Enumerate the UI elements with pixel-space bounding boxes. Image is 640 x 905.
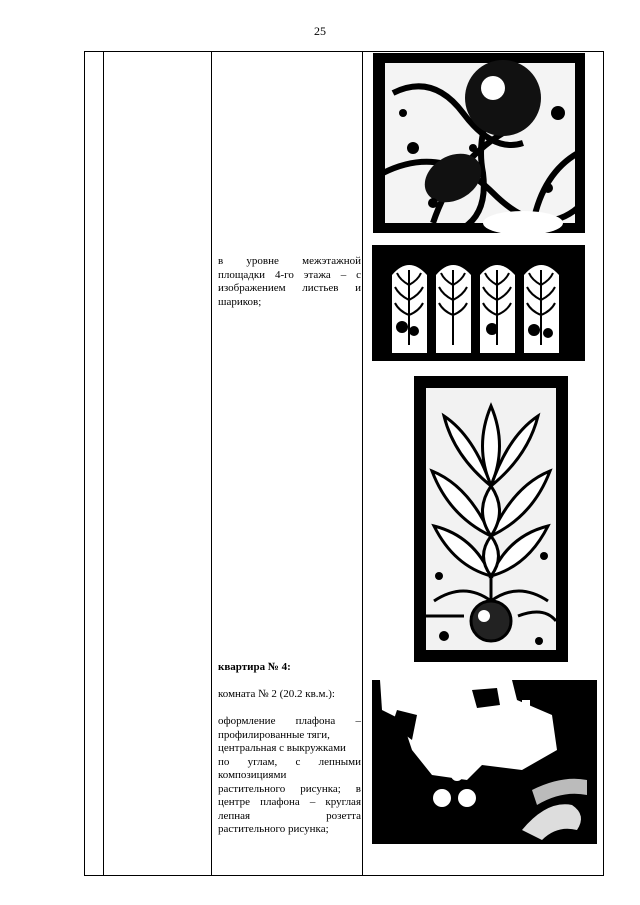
column-divider-2 — [211, 52, 212, 875]
ceiling-description — [218, 715, 361, 837]
text-line: растительного рисунка; в — [218, 782, 361, 795]
stained-glass-photo-3 — [414, 376, 568, 662]
stained-glass-photo-2 — [372, 245, 585, 361]
page-number: 25 — [314, 24, 326, 38]
text-line: лепная розетта — [218, 809, 361, 822]
text-line: площадки 4-го этажа – с — [218, 268, 361, 281]
text-line: по углам, с лепными — [218, 755, 361, 768]
text-line: изображением листьев и — [218, 282, 361, 294]
text-line: шариков; — [218, 295, 262, 308]
room-line: комната № 2 (20.2 кв.м.): — [218, 688, 335, 700]
text-line: растительного рисунка; — [218, 823, 329, 835]
text-line: композициями — [218, 769, 287, 781]
text-line: профилированные тяги, — [218, 728, 330, 741]
column-divider-1 — [103, 52, 104, 875]
apartment-heading: квартира № 4: — [218, 661, 291, 673]
floor4-window-description — [218, 255, 361, 309]
text-line: оформление плафона – — [218, 715, 361, 727]
ceiling-rosette-photo — [372, 680, 597, 844]
column-divider-3 — [362, 52, 363, 875]
text-line: центре плафона – круглая — [218, 796, 361, 808]
stained-glass-photo-1 — [373, 53, 585, 233]
text-line: в уровне межэтажной — [218, 255, 361, 267]
text-line: центральная с выкружками — [218, 742, 346, 754]
description-table — [84, 51, 604, 876]
